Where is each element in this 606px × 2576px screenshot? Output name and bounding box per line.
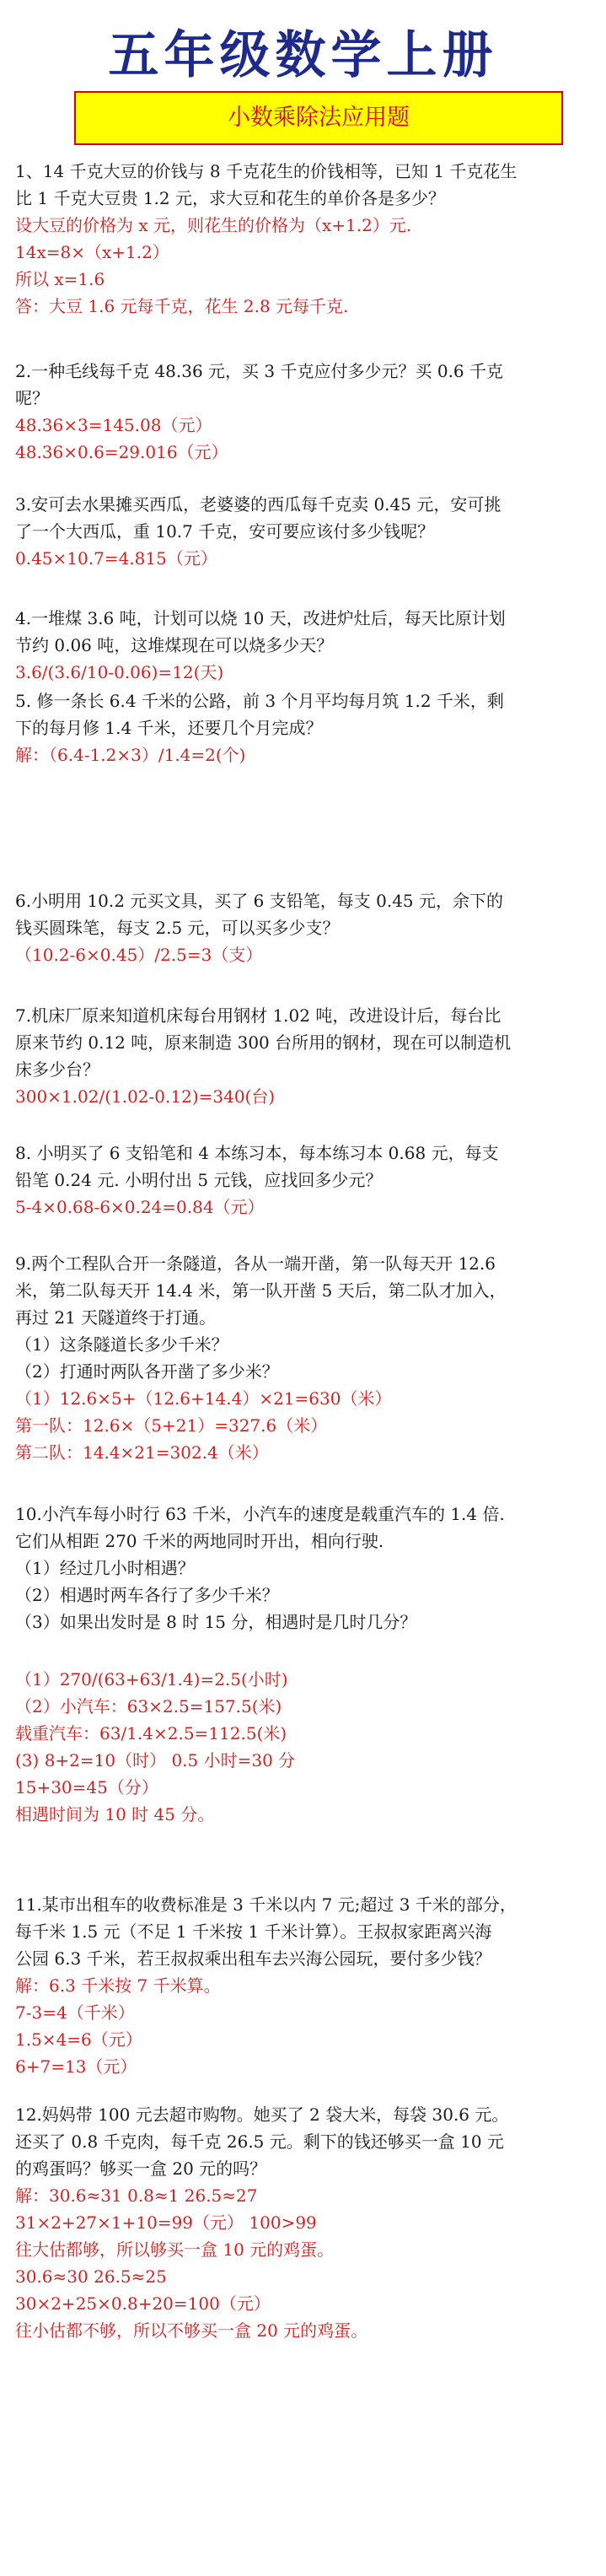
answer-line: 答：大豆 1.6 元每千克，花生 2.8 元每千克. <box>15 296 349 316</box>
answer-line: 第一队：12.6×（5+21）=327.6（米） <box>15 1415 328 1436</box>
answer-line: 0.45×10.7=4.815（元） <box>15 548 217 569</box>
problem-text-line: 1、14 千克大豆的价钱与 8 千克花生的价钱相等，已知 1 千克花生 <box>15 161 518 181</box>
answer-line: 30.6≈30 26.5≈25 <box>15 2266 167 2287</box>
answer-line: 1.5×4=6（元） <box>15 2029 142 2050</box>
section-banner: 小数乘除法应用题 <box>74 91 563 145</box>
problem-text-line: 公园 6.3 千米，若王叔叔乘出租车去兴海公园玩，要付多少钱？ <box>15 1948 491 1969</box>
answer-line: 7-3=4（千米） <box>15 2002 135 2023</box>
answer-line: (3) 8+2=10（时） 0.5 小时=30 分 <box>15 1750 296 1770</box>
answer-line: 设大豆的价格为 x 元，则花生的价格为（x+1.2）元. <box>15 215 412 235</box>
answer-line: 14x=8×（x+1.2） <box>15 242 169 262</box>
answer-line: 5-4×0.68-6×0.24=0.84（元） <box>15 1197 265 1217</box>
problem-text-line: 的鸡蛋吗？够买一盒 20 元的吗？ <box>15 2158 267 2179</box>
problem-text-line: （1）经过几小时相遇？ <box>15 1558 195 1578</box>
problem-text-line: 再过 21 天隧道终于打通。 <box>15 1307 217 1328</box>
answer-line: 解：6.3 千米按 7 千米算。 <box>15 1975 221 1996</box>
answer-line: 48.36×0.6=29.016（元） <box>15 442 228 462</box>
answer-line: 第二队：14.4×21=302.4（米） <box>15 1442 269 1463</box>
answer-line: 30×2+25×0.8+20=100（元） <box>15 2293 271 2314</box>
answer-line: （10.2-6×0.45）/2.5=3（支） <box>15 945 263 965</box>
answer-line: （1）12.6×5+（12.6+14.4）×21=630（米） <box>15 1388 392 1409</box>
problem-text-line: 9.两个工程队合开一条隧道，各从一端开凿，第一队每天开 12.6 <box>15 1253 496 1274</box>
answer-line: 往小估都不够，所以不够买一盒 20 元的鸡蛋。 <box>15 2320 368 2341</box>
problem-text-line: 米，第二队每天开 14.4 米，第一队开凿 5 天后，第二队才加入， <box>15 1280 507 1301</box>
problem-text-line: 铅笔 0.24 元. 小明付出 5 元钱，应找回多少元？ <box>15 1170 383 1190</box>
answer-line: 解：（6.4-1.2×3）/1.4=2(个) <box>15 745 246 765</box>
answer-line: 3.6/(3.6/10-0.06)=12(天) <box>15 662 224 682</box>
problem-text-line: 比 1 千克大豆贵 1.2 元，求大豆和花生的单价各是多少？ <box>15 188 445 208</box>
problem-text-line: 2.一种毛线每千克 48.36 元，买 3 千克应付多少元？买 0.6 千克 <box>15 361 504 381</box>
problem-text-line: 11.某市出租车的收费标准是 3 千米以内 7 元;超过 3 千米的部分， <box>15 1894 517 1915</box>
problem-text-line: 7.机床厂原来知道机床每台用钢材 1.02 吨，改进设计后，每台比 <box>15 1005 501 1026</box>
answer-line: 15+30=45（分） <box>15 1777 158 1797</box>
problem-text-line: 了一个大西瓜，重 10.7 千克，安可要应该付多少钱呢？ <box>15 521 435 542</box>
page-title: 五年级数学上册 <box>108 26 498 85</box>
answer-line: 相遇时间为 10 时 45 分。 <box>15 1804 215 1824</box>
problem-text-line: 原来节约 0.12 吨，原来制造 300 台所用的钢材，现在可以制造机 <box>15 1032 512 1053</box>
problem-text-line: 10.小汽车每小时行 63 千米，小汽车的速度是载重汽车的 1.4 倍. <box>15 1504 505 1524</box>
problem-text-line: 节约 0.06 吨，这堆煤现在可以烧多少天？ <box>15 635 334 655</box>
answer-line: 48.36×3=145.08（元） <box>15 415 212 435</box>
problem-text-line: 8. 小明买了 6 支铅笔和 4 本练习本，每本练习本 0.68 元，每支 <box>15 1143 499 1163</box>
answer-line: （1）270/(63+63/1.4)=2.5(小时) <box>15 1669 288 1689</box>
answer-line: 31×2+27×1+10=99（元） 100>99 <box>15 2212 317 2233</box>
problem-text-line: （2）相遇时两车各行了多少千米？ <box>15 1585 279 1605</box>
problem-text-line: 12.妈妈带 100 元去超市购物。她买了 2 袋大米，每袋 30.6 元。 <box>15 2104 509 2125</box>
problem-text-line: 还买了 0.8 千克肉，每千克 26.5 元。剩下的钱还够买一盒 10 元 <box>15 2131 504 2152</box>
answer-line: 往大估都够，所以够买一盒 10 元的鸡蛋。 <box>15 2239 335 2260</box>
answer-line: 解：30.6≈31 0.8≈1 26.5≈27 <box>15 2185 258 2206</box>
problem-text-line: （3）如果出发时是 8 时 15 分，相遇时是几时几分？ <box>15 1612 417 1632</box>
problem-text-line: 呢？ <box>15 388 49 408</box>
answer-line: （2）小汽车：63×2.5=157.5(米) <box>15 1696 282 1716</box>
problem-text-line: （1）这条隧道长多少千米？ <box>15 1334 228 1355</box>
problem-text-line: 5. 修一条长 6.4 千米的公路，前 3 个月平均每月筑 1.2 千米，剩 <box>15 691 504 711</box>
problem-text-line: 3.安可去水果摊买西瓜，老婆婆的西瓜每千克卖 0.45 元，安可挑 <box>15 494 501 515</box>
answer-line: 所以 x=1.6 <box>15 269 105 289</box>
problem-text-line: 钱买圆珠笔，每支 2.5 元，可以买多少支？ <box>15 918 340 938</box>
problem-text-line: 6.小明用 10.2 元买文具，买了 6 支铅笔，每支 0.45 元，余下的 <box>15 891 504 911</box>
answer-line: 300×1.02/(1.02-0.12)=340(台) <box>15 1086 276 1107</box>
problem-text-line: 4.一堆煤 3.6 吨，计划可以烧 10 天，改进炉灶后，每天比原计划 <box>15 608 506 628</box>
answer-line: 6+7=13（元） <box>15 2056 137 2077</box>
problem-text-line: 每千米 1.5 元（不足 1 千米按 1 千米计算）。王叔叔家距离兴海 <box>15 1921 492 1942</box>
problem-text-line: 下的每月修 1.4 千米，还要几个月完成？ <box>15 718 323 738</box>
problem-text-line: 它们从相距 270 千米的两地同时开出，相向行驶. <box>15 1531 384 1551</box>
answer-line: 载重汽车：63/1.4×2.5=112.5(米) <box>15 1723 287 1743</box>
problem-text-line: 床多少台？ <box>15 1059 99 1080</box>
problem-text-line: （2）打通时两队各开凿了多少米？ <box>15 1361 279 1382</box>
